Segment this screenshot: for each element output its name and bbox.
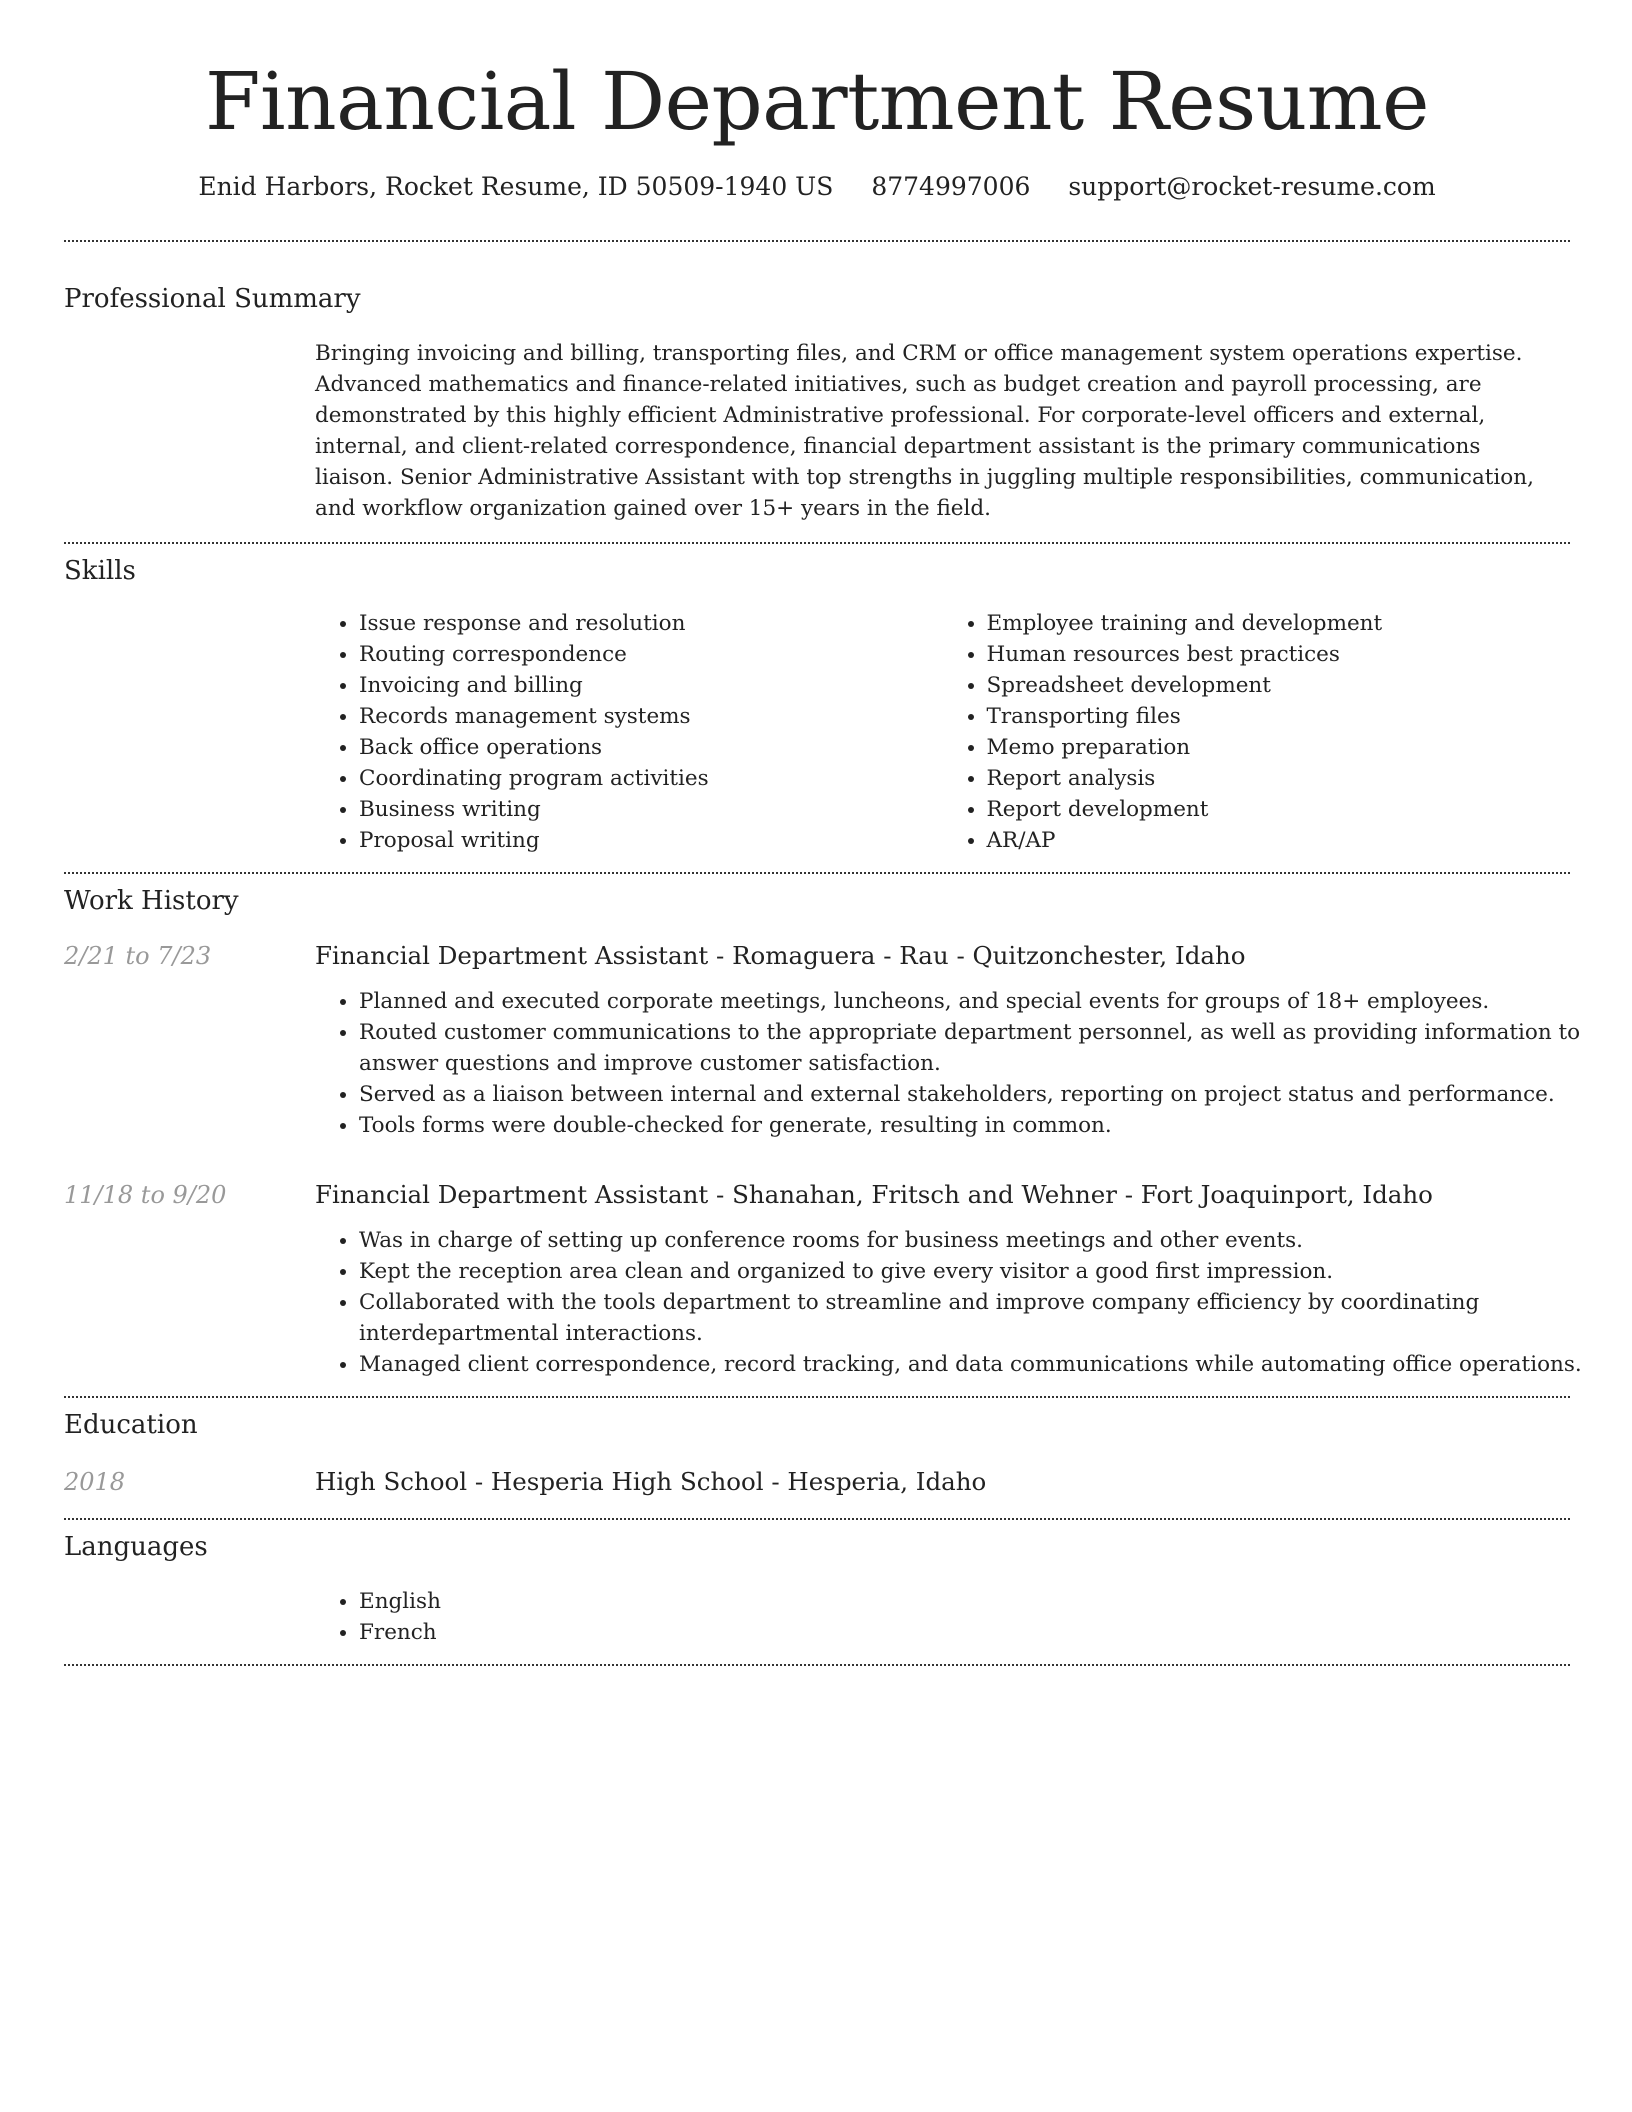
language-item: • French (359, 1617, 1570, 1648)
job-role: Financial Department Assistant - Romaguera - Rau - Quitzonchester, Idaho (315, 941, 1246, 970)
job-bullet: • Collaborated with the tools department to streamline and improve company efficiency by coordinating interdepartmental interactions. (359, 1287, 1614, 1349)
education-year: 2018 (64, 1468, 126, 1496)
job-bullet: • Managed client correspondence, record tracking, and data communications while automating office operations. (359, 1349, 1614, 1380)
contact-phone: 8774997006 (871, 172, 1031, 201)
skill-item: • Report analysis (987, 763, 1571, 794)
section-divider (64, 240, 1570, 242)
job-bullet: • Was in charge of setting up conference rooms for business meetings and other events. (359, 1225, 1614, 1256)
skill-item: • Issue response and resolution (359, 608, 943, 639)
languages-heading: Languages (64, 1532, 208, 1562)
section-divider (64, 542, 1570, 544)
contact-address: Enid Harbors, Rocket Resume, ID 50509-1940 US (198, 172, 834, 201)
education-school: High School - Hesperia High School - Hesperia, Idaho (315, 1467, 987, 1496)
work-heading: Work History (64, 886, 239, 916)
education-entry (64, 1464, 1570, 1500)
skill-item: • Back office operations (359, 732, 943, 763)
section-divider (64, 1518, 1570, 1520)
job-entry (64, 938, 1570, 974)
skill-item: • Transporting files (987, 701, 1571, 732)
contact-email: support@rocket-resume.com (1068, 172, 1436, 201)
job-role: Financial Department Assistant - Shanahan, Fritsch and Wehner - Fort Joaquinport, Idaho (315, 1180, 1433, 1209)
skills-column-right (943, 608, 1571, 856)
job-bullets (315, 1225, 1614, 1380)
skill-item: • Employee training and development (987, 608, 1571, 639)
section-divider (64, 1664, 1570, 1666)
skill-item: • Report development (987, 794, 1571, 825)
skill-item: • Proposal writing (359, 825, 943, 856)
job-dates: 2/21 to 7/23 (64, 942, 212, 970)
job-entry (64, 1177, 1570, 1213)
languages-list (315, 1586, 1570, 1648)
skills-column-left (315, 608, 943, 856)
language-item: • English (359, 1586, 1570, 1617)
job-bullet: • Served as a liaison between internal and external stakeholders, reporting on project status and performance. (359, 1079, 1614, 1110)
job-bullet: • Tools forms were double-checked for generate, resulting in common. (359, 1110, 1614, 1141)
contact-line (64, 170, 1570, 204)
job-bullet: • Routed customer communications to the appropriate department personnel, as well as providing information to answer questions and improve customer satisfaction. (359, 1017, 1614, 1079)
resume-title: Financial Department Resume (205, 55, 1429, 148)
skill-item: • Business writing (359, 794, 943, 825)
skill-item: • Records management systems (359, 701, 943, 732)
skill-item: • Human resources best practices (987, 639, 1571, 670)
job-bullet: • Kept the reception area clean and organized to give every visitor a good first impression. (359, 1256, 1614, 1287)
skill-item: • Memo preparation (987, 732, 1571, 763)
job-bullet: • Planned and executed corporate meetings, luncheons, and special events for groups of 18+ employees. (359, 986, 1614, 1017)
skill-item: • Routing correspondence (359, 639, 943, 670)
summary-text: Bringing invoicing and billing, transporting files, and CRM or office management system operations expertise. Advanced mathematics and finance-related initiatives, such as budget creation and payroll processing, are demonstrated by this highly efficient Administrative professional. For corporate-level officers and external, internal, and client-related correspondence, financial department assistant is the primary communications liaison. Senior Administrative Assistant with top strengths in juggling multiple responsibilities, communication, and workflow organization gained over 15+ years in the field. (315, 341, 1534, 521)
skill-item: • Invoicing and billing (359, 670, 943, 701)
job-dates: 11/18 to 9/20 (64, 1181, 227, 1209)
resume-page (64, 0, 1582, 1666)
section-divider (64, 872, 1570, 874)
skills-list (315, 608, 1570, 856)
summary-heading: Professional Summary (64, 284, 361, 314)
skill-item: • AR/AP (987, 825, 1571, 856)
education-heading: Education (64, 1410, 198, 1440)
skills-heading: Skills (64, 556, 136, 586)
section-divider (64, 1396, 1570, 1398)
job-bullets (315, 986, 1614, 1141)
skill-item: • Coordinating program activities (359, 763, 943, 794)
skill-item: • Spreadsheet development (987, 670, 1571, 701)
